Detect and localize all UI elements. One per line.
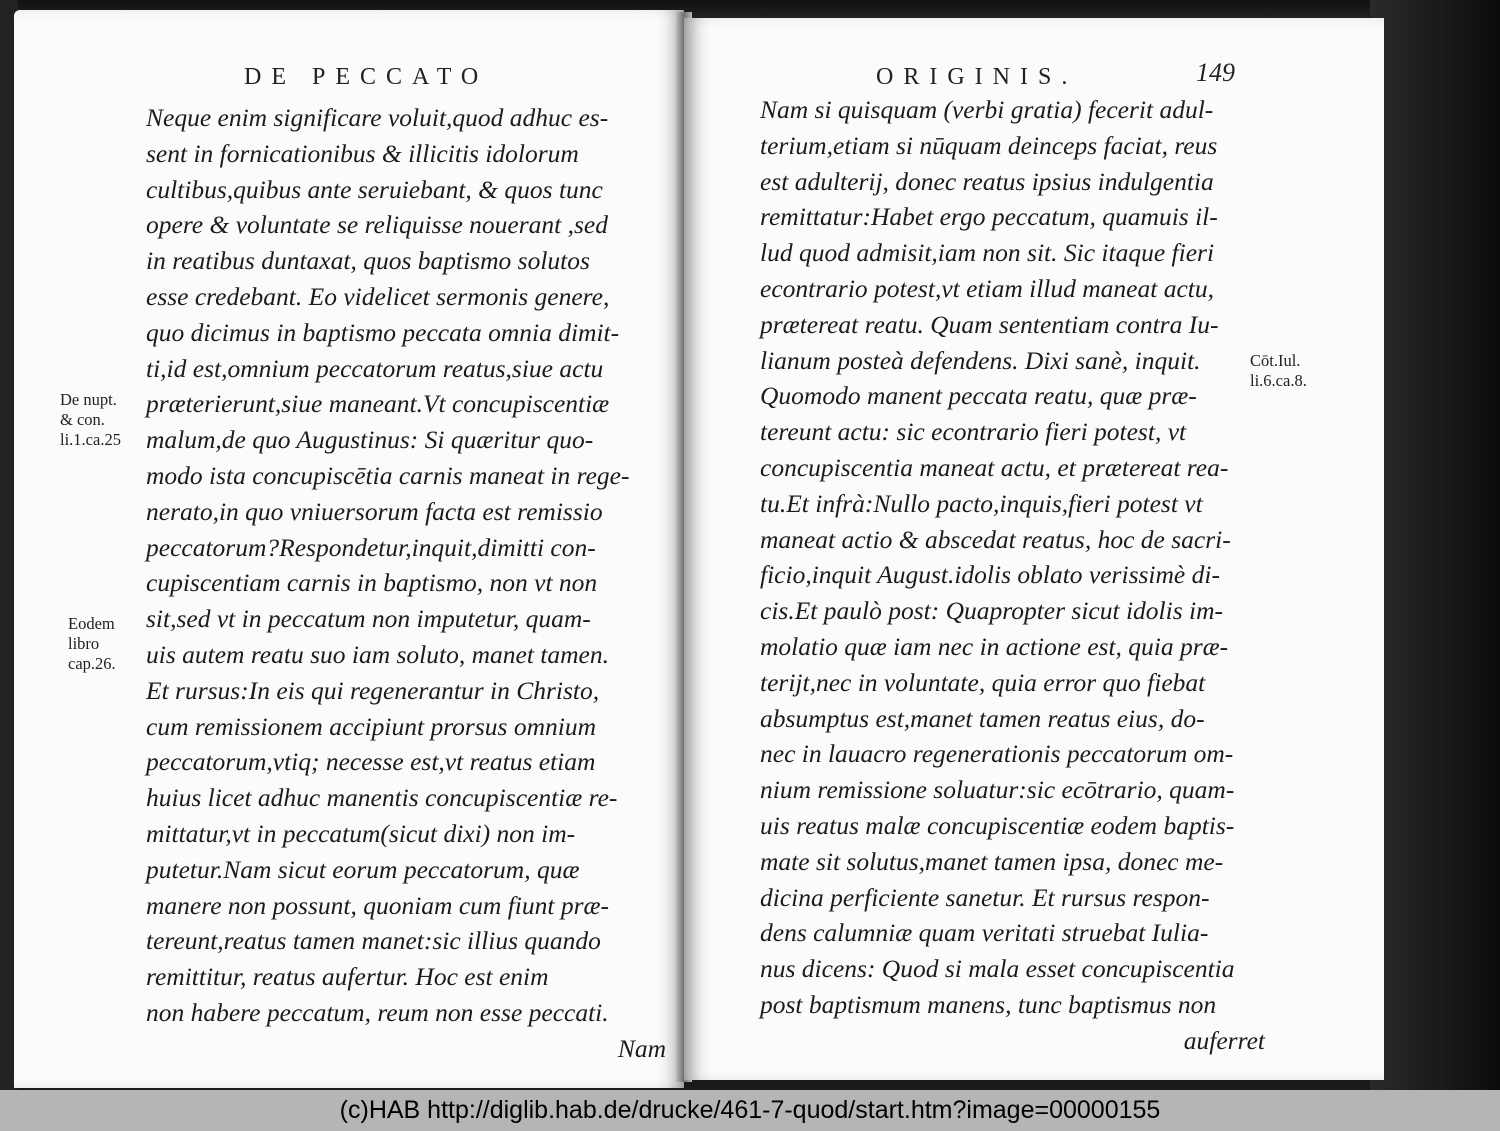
text-line: huius licet adhuc manentis concupiscentiæ re- bbox=[146, 783, 618, 813]
text-line: peccatorum?Respondetur,inquit,dimitti con- bbox=[146, 532, 596, 562]
text-line: sent in fornicationibus & illicitis idolorum bbox=[146, 138, 579, 168]
right-running-head: ORIGINIS. bbox=[876, 64, 1078, 90]
text-line: putetur.Nam sicut eorum peccatorum, quæ bbox=[146, 854, 580, 884]
text-line: dicina perficiente sanetur. Et rursus respon- bbox=[760, 882, 1210, 912]
text-line: nus dicens: Quod si mala esset concupiscentia bbox=[760, 954, 1235, 984]
text-line: cum remissionem accipiunt prorsus omnium bbox=[146, 711, 596, 741]
scan-edge-right bbox=[1370, 0, 1500, 1090]
left-page bbox=[14, 10, 684, 1088]
text-line: mate sit solutus,manet tamen ipsa, donec me- bbox=[760, 846, 1224, 876]
text-line: prætereat reatu. Quam sententiam contra Iu- bbox=[760, 309, 1219, 339]
text-line: absumptus est,manet tamen reatus eius, do- bbox=[760, 703, 1205, 733]
left-marginal-note-1: De nupt. & con. li.1.ca.25 bbox=[60, 390, 121, 449]
text-line: tereunt,reatus tamen manet:sic illius quando bbox=[146, 926, 601, 956]
page-number: 149 bbox=[1196, 58, 1235, 87]
text-line: dens calumniæ quam veritati struebat Iulia- bbox=[760, 918, 1209, 948]
text-line: in reatibus duntaxat, quos baptismo solutos bbox=[146, 246, 590, 276]
right-text-block bbox=[760, 92, 1265, 1059]
text-line: lianum posteà defendens. Dixi sanè, inquit. bbox=[760, 345, 1201, 375]
catchword: Nam bbox=[617, 1033, 666, 1063]
text-line: est adulterij, donec reatus ipsius indulgentia bbox=[760, 166, 1214, 196]
text-line: lud quod admisit,iam non sit. Sic itaque fieri bbox=[760, 238, 1215, 268]
left-marginal-note-2: Eodem libro cap.26. bbox=[68, 614, 116, 673]
text-line: opere & voluntate se reliquisse nouerant ,sed bbox=[146, 210, 608, 240]
text-line: remittitur, reatus aufertur. Hoc est enim bbox=[146, 962, 549, 992]
footer-credit: (c)HAB http://diglib.hab.de/drucke/461-7-quod/start.htm?image=00000155 bbox=[0, 1090, 1500, 1131]
text-line: Quomodo manent peccata reatu, quæ præ- bbox=[760, 381, 1197, 411]
text-line: cultibus,quibus ante seruiebant, & quos tunc bbox=[146, 174, 603, 204]
text-line: maneat actio & abscedat reatus, hoc de sacri- bbox=[760, 524, 1231, 554]
text-line: nium remissione soluatur:sic ecōtrario, quam- bbox=[760, 775, 1235, 805]
left-running-head: DE PECCATO bbox=[244, 64, 489, 90]
catchword: auferret bbox=[1183, 1025, 1265, 1055]
text-line: terijt,nec in voluntate, quia error quo fiebat bbox=[760, 667, 1206, 697]
text-line: remittatur:Habet ergo peccatum, quamuis il- bbox=[760, 202, 1218, 232]
text-line: non habere peccatum, reum non esse peccati. bbox=[146, 997, 609, 1027]
text-line: modo ista concupiscētia carnis maneat in rege- bbox=[146, 460, 630, 490]
text-line: mittatur,vt in peccatum(sicut dixi) non im- bbox=[146, 818, 576, 848]
text-line: cupiscentiam carnis in baptismo, non vt non bbox=[146, 568, 598, 598]
text-line: econtrario potest,vt etiam illud maneat actu, bbox=[760, 273, 1214, 303]
text-line: Nam si quisquam (verbi gratia) fecerit adul- bbox=[760, 95, 1214, 124]
text-line: ti,id est,omnium peccatorum reatus,siue actu bbox=[146, 353, 604, 383]
text-line: manere non possunt, quoniam cum fiunt præ- bbox=[146, 890, 609, 920]
text-line: quo dicimus in baptismo peccata omnia dimit- bbox=[146, 317, 620, 347]
text-line: post baptismum manens, tunc baptismus non bbox=[760, 989, 1217, 1019]
text-line: præterierunt,siue maneant.Vt concupiscentiæ bbox=[146, 389, 610, 419]
right-marginal-note-1: Cōt.Iul. li.6.ca.8. bbox=[1250, 351, 1307, 390]
text-line: uis autem reatu suo iam soluto, manet tamen. bbox=[146, 639, 609, 669]
text-line: malum,de quo Augustinus: Si quæritur quo- bbox=[146, 425, 594, 455]
text-line: concupiscentia maneat actu, et prætereat rea- bbox=[760, 452, 1229, 482]
text-line: nerato,in quo vniuersorum facta est remissio bbox=[146, 496, 603, 526]
right-page bbox=[684, 18, 1384, 1080]
text-line: Neque enim significare voluit,quod adhuc es- bbox=[146, 103, 609, 132]
text-line: nec in lauacro regenerationis peccatorum om- bbox=[760, 739, 1234, 769]
text-line: peccatorum,vtiq; necesse est,vt reatus etiam bbox=[146, 747, 596, 777]
text-line: ficio,inquit August.idolis oblato verissimè di- bbox=[760, 560, 1220, 590]
text-line: Et rursus:In eis qui regenerantur in Christo, bbox=[146, 675, 600, 705]
text-line: molatio quæ iam nec in actione est, quia præ- bbox=[760, 631, 1229, 661]
text-line: tu.Et infrà:Nullo pacto,inquis,fieri potest vt bbox=[760, 488, 1203, 518]
text-line: uis reatus malæ concupiscentiæ eodem baptis- bbox=[760, 810, 1235, 840]
text-line: cis.Et paulò post: Quapropter sicut idolis im- bbox=[760, 596, 1223, 626]
text-line: tereunt actu: sic econtrario fieri potest, vt bbox=[760, 417, 1187, 447]
left-text-block bbox=[146, 100, 666, 1067]
text-line: terium,etiam si nūquam deinceps faciat, reus bbox=[760, 130, 1218, 160]
text-line: sit,sed vt in peccatum non imputetur, quam- bbox=[146, 604, 591, 634]
text-line: esse credebant. Eo videlicet sermonis genere, bbox=[146, 281, 610, 311]
